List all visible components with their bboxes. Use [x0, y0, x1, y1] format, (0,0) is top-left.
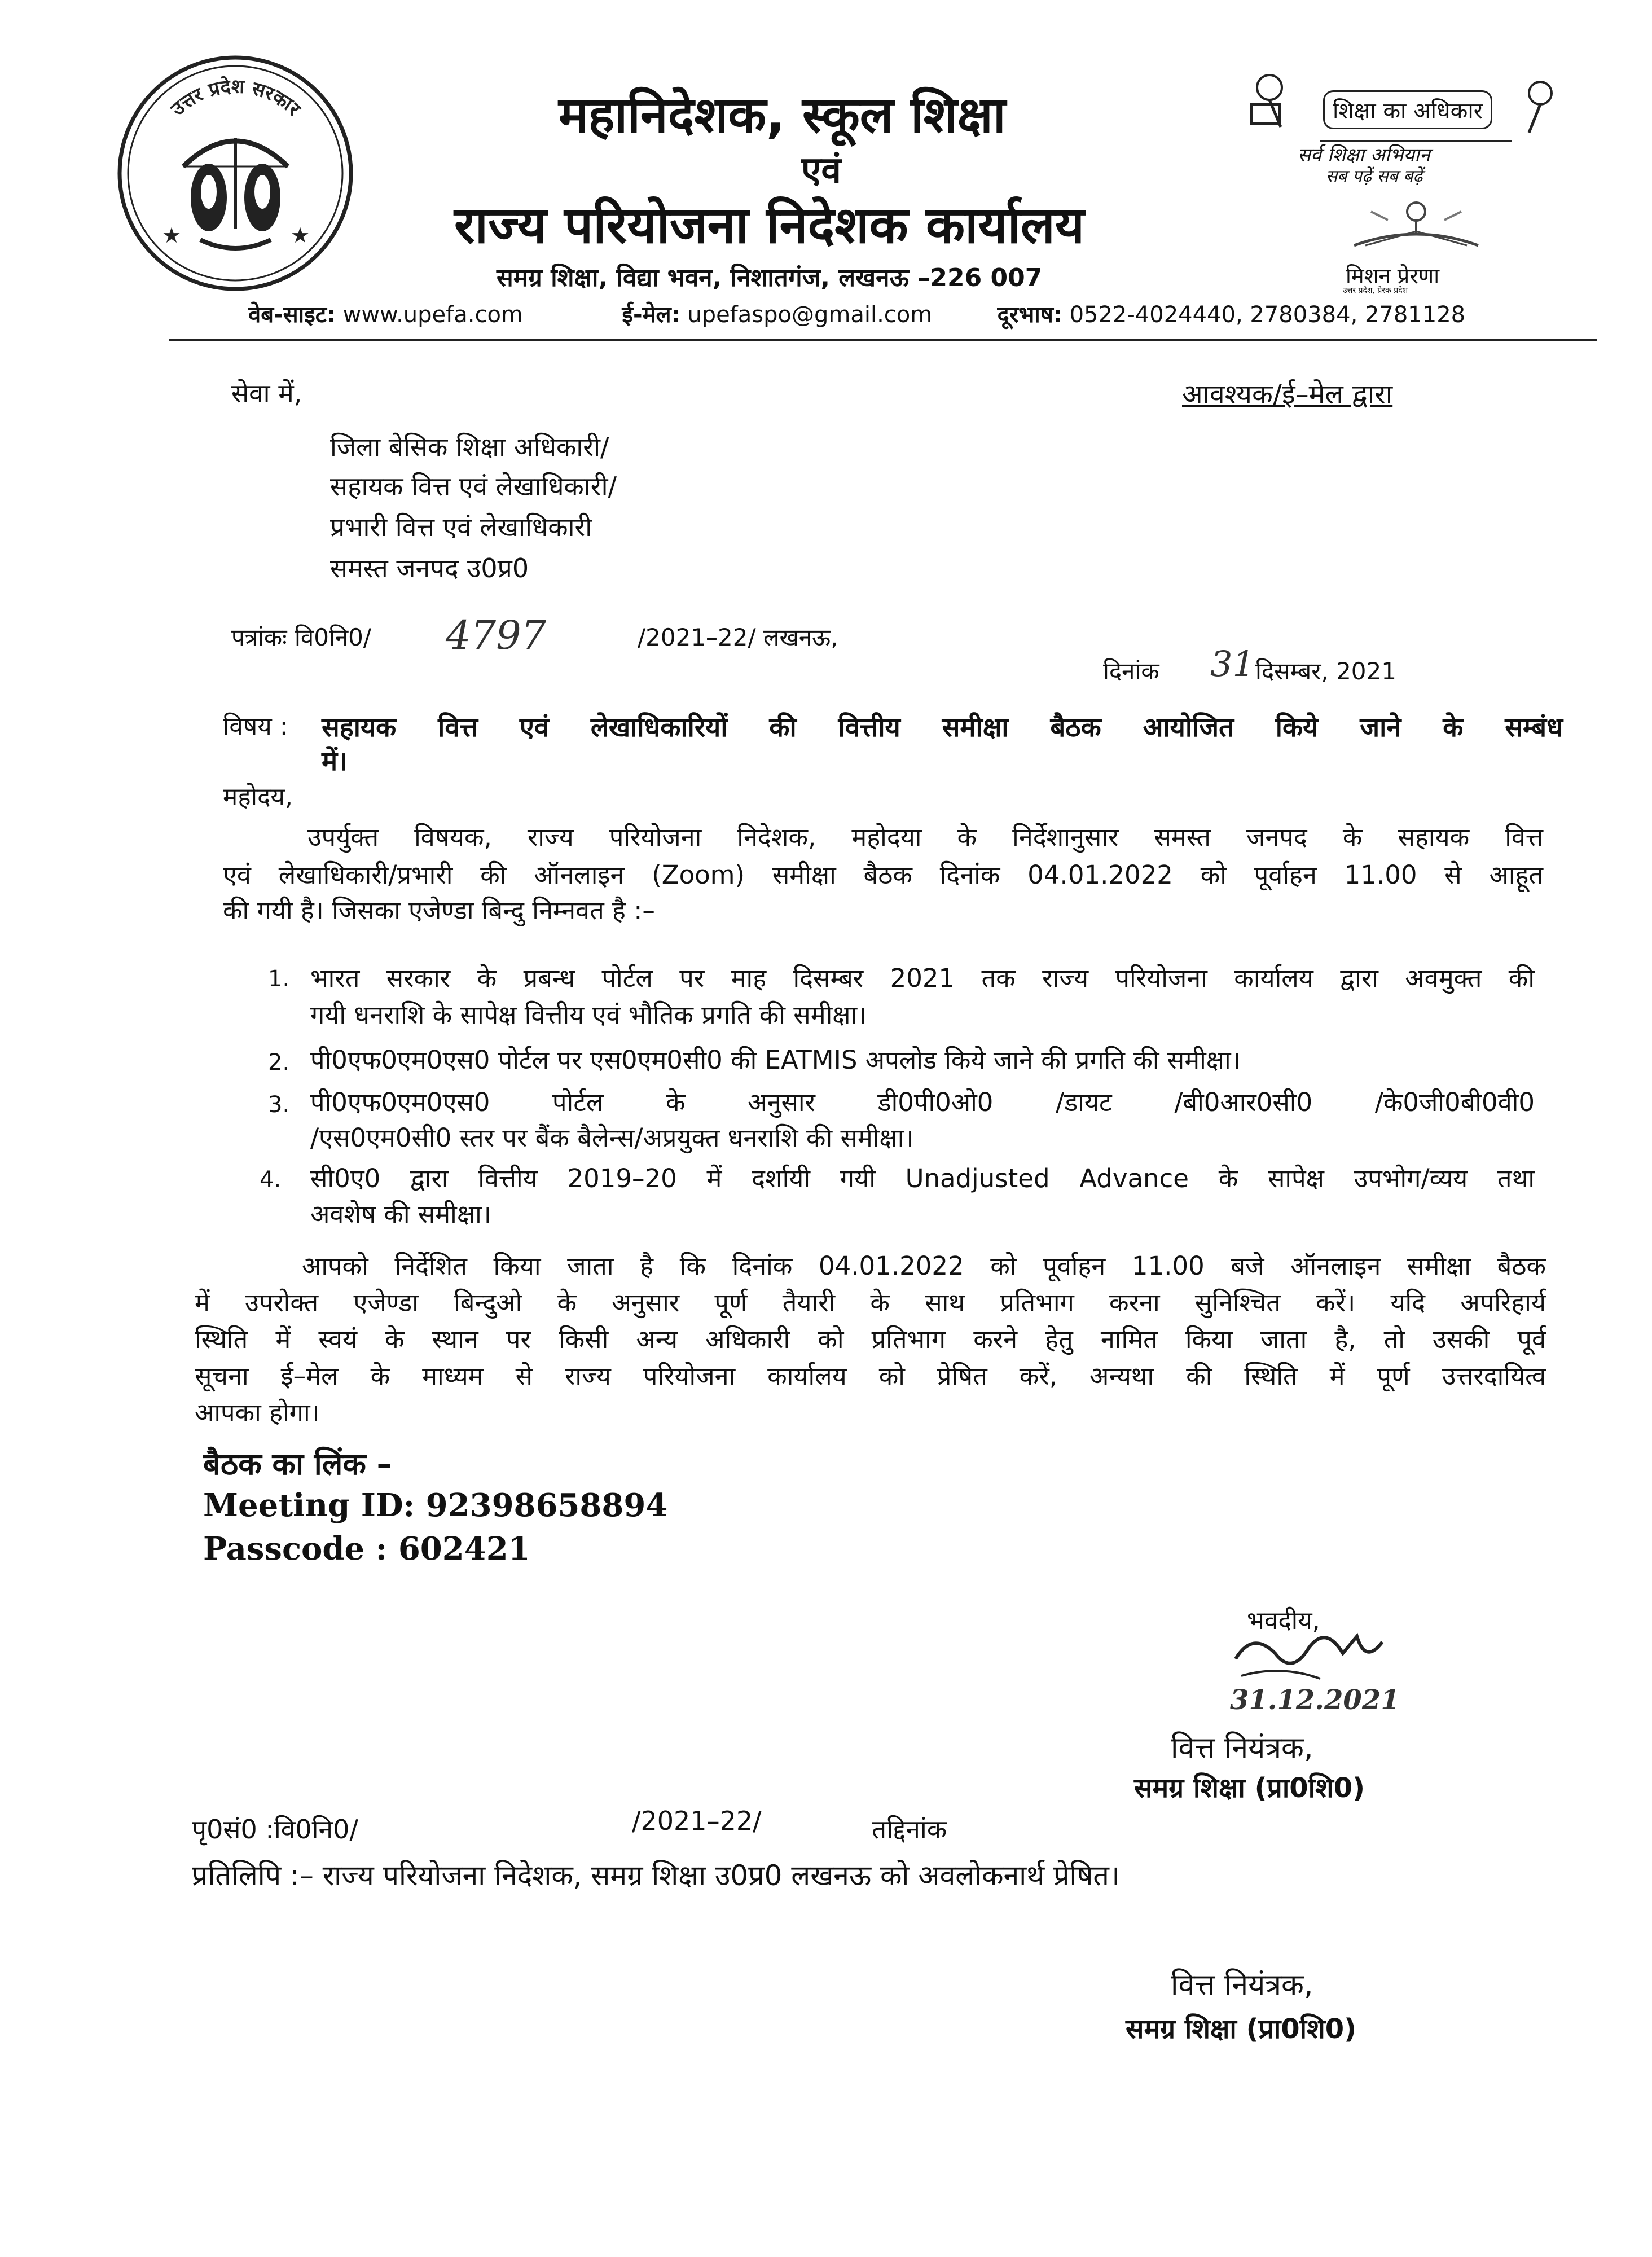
svg-text:★: ★	[291, 223, 310, 248]
letter-date-label: दिनांक	[1103, 657, 1159, 685]
endorsement-reference: पृ0सं0 :वि0नि0/	[192, 1814, 358, 1845]
recipient-line-1: जिला बेसिक शिक्षा अधिकारी/	[330, 432, 609, 462]
meeting-passcode: Passcode : 602421	[203, 1530, 530, 1567]
header-divider	[169, 339, 1597, 341]
paragraph-2-line: में उपरोक्त एजेण्डा बिन्दुओ के अनुसार पूर्ण तैयारी के साथ प्रतिभाग करना सुनिश्चित करें। यदि अपरिहार्य	[195, 1288, 1546, 1318]
letter-reference-label: पत्रांकः वि0नि0/	[231, 623, 372, 651]
mission-prerna-text: मिशन प्रेरणा	[1346, 264, 1440, 288]
agenda-item-line: सी0ए0 द्वारा वित्तीय 2019–20 में दर्शायी गयी Unadjusted Advance के सापेक्ष उपभोग/व्यय तथा	[310, 1163, 1535, 1193]
header-contact-line	[248, 298, 1465, 329]
agenda-item	[310, 962, 1535, 1031]
ssa-logo-text: सर्व शिक्षा अभियान	[1298, 144, 1430, 166]
agenda-item-line: गयी धनराशि के सापेक्ष वित्तीय एवं भौतिक प्रगति की समीक्षा।	[310, 1000, 867, 1030]
recipient-line-4: समस्त जनपद उ0प्र0	[330, 553, 529, 583]
website-link[interactable]: www.upefa.com	[342, 302, 523, 328]
signature-date-handwritten: 31.12.2021	[1230, 1684, 1400, 1716]
paragraph-1-line: एवं लेखाधिकारी/प्रभारी की ऑनलाइन (Zoom) समीक्षा बैठक दिनांक 04.01.2022 को पूर्वाहन 11.00 से आहूत	[223, 860, 1543, 890]
letter-date-rest: दिसम्बर, 2021	[1255, 657, 1396, 685]
agenda-item-number: 2.	[268, 1050, 290, 1075]
paragraph-1-line: की गयी है। जिसका एजेण्डा बिन्दु निम्नवत है :–	[223, 895, 655, 925]
signatory-department-2: समग्र शिक्षा (प्रा0शि0)	[1126, 2013, 1357, 2045]
agenda-item-line: अवशेष की समीक्षा।	[310, 1199, 491, 1229]
closing: भवदीय,	[1247, 1606, 1320, 1635]
salutation: सेवा में,	[231, 378, 302, 409]
subject-text-line2: में।	[322, 746, 348, 777]
meeting-id: Meeting ID: 92398658894	[203, 1487, 668, 1524]
website-label: वेब-साइट:	[248, 302, 336, 328]
recipient-line-2: सहायक वित्त एवं लेखाधिकारी/	[330, 471, 617, 502]
agenda-item-number: 3.	[268, 1092, 290, 1118]
agenda-item-number: 1.	[268, 966, 290, 992]
agenda-item-line: भारत सरकार के प्रबन्ध पोर्टल पर माह दिसम्बर 2021 तक राज्य परियोजना कार्यालय द्वारा अवमुक्त की	[310, 963, 1535, 993]
mission-prerna-logo-art	[1332, 189, 1501, 260]
paragraph-2-line: स्थिति में स्वयं के स्थान पर किसी अन्य अधिकारी को प्रतिभाग करने हेतु नामित किया जाता है, तो उसकी पूर्व	[195, 1324, 1546, 1354]
agenda-item	[310, 1044, 1535, 1076]
endorsement-date: तद्दिनांक	[872, 1814, 947, 1845]
svg-text:★: ★	[162, 223, 182, 248]
email-label: ई-मेल:	[622, 302, 680, 328]
agenda-item-line: /एस0एम0सी0 स्तर पर बैंक बैलेन्स/अप्रयुक्त धनराशि की समीक्षा।	[310, 1123, 914, 1153]
header-title-line1: महानिदेशक, स्कूल शिक्षा	[559, 86, 1006, 144]
government-emblem	[116, 54, 355, 293]
agenda-item	[310, 1086, 1535, 1154]
paragraph-2-line: सूचना ई–मेल के माध्यम से राज्य परियोजना कार्यालय को प्रेषित करें, अन्यथा की स्थिति में पूर्ण उत्तरदायित्व	[195, 1361, 1546, 1391]
agenda-item-line: पी0एफ0एम0एस0 पोर्टल के अनुसार डी0पी0ओ0 /डायट /बी0आर0सी0 /के0जी0बी0वी0	[310, 1087, 1535, 1117]
header-address: समग्र शिक्षा, विद्या भवन, निशातगंज, लखनऊ –226 007	[497, 264, 1043, 292]
endorsement-year: /2021–22/	[632, 1806, 762, 1836]
signatory-designation: वित्त नियंत्रक,	[1171, 1731, 1313, 1765]
emblem-text: उत्तर प्रदेश सरकार	[166, 75, 305, 121]
urgency-note: आवश्यक/ई–मेल द्वारा	[1182, 379, 1393, 410]
paragraph-1-line: उपर्युक्त विषयक, राज्य परियोजना निदेशक, महोदया के निर्देशानुसार समस्त जनपद के सहायक वित्त	[307, 822, 1543, 852]
phone-numbers: 0522-4024440, 2780384, 2781128	[1069, 302, 1466, 328]
svg-text:उत्तर प्रदेश सरकार	[166, 75, 305, 121]
letter-date-day-handwritten: 31	[1210, 643, 1255, 684]
email-link[interactable]: upefaspo@gmail.com	[687, 302, 933, 328]
paragraph-1	[223, 821, 1543, 926]
ssa-logo-tagline: सब पढ़ें सब बढ़ें	[1326, 166, 1423, 186]
paragraph-2	[195, 1250, 1546, 1429]
header-title-line3: राज्य परियोजना निदेशक कार्यालय	[454, 196, 1085, 255]
recipient-line-3: प्रभारी वित्त एवं लेखाधिकारी	[330, 512, 592, 542]
endorsement-copy-text: प्रतिलिपि :– राज्य परियोजना निदेशक, समग्र शिक्षा उ0प्र0 लखनऊ को अवलोकनार्थ प्रेषित।	[192, 1859, 1120, 1892]
letter-reference-suffix: /2021–22/ लखनऊ,	[638, 623, 838, 651]
signatory-designation-2: वित्त नियंत्रक,	[1171, 1968, 1313, 2002]
subject-label: विषय :	[223, 712, 288, 741]
rte-logo-label: शिक्षा का अधिकार	[1323, 90, 1492, 129]
subject-text-line1: सहायक वित्त एवं लेखाधिकारियों की वित्तीय समीक्षा बैठक आयोजित किये जाने के सम्बंध	[322, 712, 1563, 743]
header-title-line2: एवं	[801, 150, 841, 191]
paragraph-2-line: आपको निर्देशित किया जाता है कि दिनांक 04.01.2022 को पूर्वाहन 11.00 बजे ऑनलाइन समीक्षा बैठक	[302, 1251, 1546, 1281]
paragraph-2-line: आपका होगा।	[195, 1398, 320, 1428]
letter-number-handwritten: 4797	[446, 612, 547, 658]
signatory-department: समग्र शिक्षा (प्रा0शि0)	[1134, 1772, 1365, 1804]
phone-label: दूरभाष:	[997, 302, 1062, 328]
greeting: महोदय,	[223, 783, 293, 811]
meeting-link-label: बैठक का लिंक –	[203, 1446, 392, 1482]
agenda-item-number: 4.	[260, 1167, 282, 1193]
agenda-item-line: पी0एफ0एम0एस0 पोर्टल पर एस0एम0सी0 की EATMIS अपलोड किये जाने की प्रगति की समीक्षा।	[310, 1045, 1241, 1075]
mission-prerna-tagline: उत्तर प्रदेश, प्रेरक प्रदेश	[1343, 286, 1408, 295]
agenda-item	[310, 1162, 1535, 1230]
